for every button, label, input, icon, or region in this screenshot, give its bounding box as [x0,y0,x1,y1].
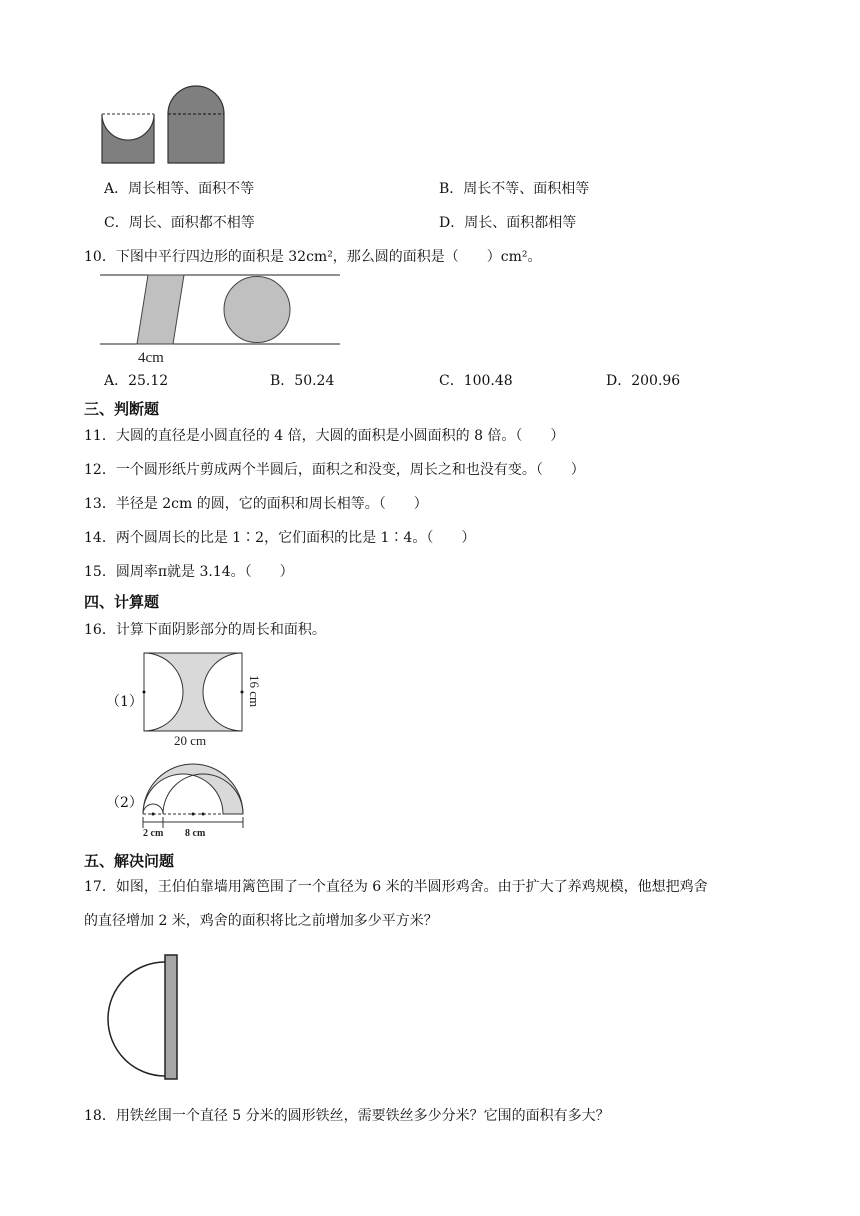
q9-option-b: B．周长不等、面积相等 [439,181,590,197]
q16: 16．计算下面阴影部分的周长和面积。 [84,622,326,638]
fig1-label: （1） [106,694,143,710]
circle-shape [224,277,290,343]
q10-option-d: D．200.96 [606,373,681,389]
q16-figure-1 [140,651,280,751]
wall-shape [165,955,177,1079]
q17-line-2: 的直径增加 2 米，鸡舍的面积将比之前增加多少平方米？ [84,913,438,929]
parallelogram-shape [137,275,184,344]
semicircle-coop-shape [108,962,165,1076]
q10-stem: 10．下图中平行四边形的面积是 32cm²，那么圆的面积是（ ）cm²。 [84,249,542,265]
section4-heading: 四、计算题 [84,593,160,611]
section5-heading: 五、解决问题 [84,852,175,870]
fig2-small-label: 2 cm [143,828,164,839]
q9-option-d: D．周长、面积都相等 [439,215,577,231]
fig2-large-label: 8 cm [185,828,206,839]
q11: 11．大圆的直径是小圆直径的 4 倍，大圆的面积是小圆面积的 8 倍。（ ） [84,428,565,444]
q10-figure [100,270,345,365]
q10-option-b: B．50.24 [270,373,335,389]
q9-option-c: C．周长、面积都不相等 [104,215,255,231]
q9-figure [100,88,230,168]
q13: 13．半径是 2cm 的圆，它的面积和周长相等。（ ） [84,496,428,512]
fig1-width-label: 20 cm [174,733,207,748]
q10-option-a: A．25.12 [104,373,169,389]
section3-heading: 三、判断题 [84,400,160,418]
q17-figure [105,952,185,1082]
fig2-label: （2） [106,795,143,811]
fig1-height-label: 16 cm [247,675,262,708]
q12: 12．一个圆形纸片剪成两个半圆后，面积之和没变，周长之和也没有变。（ ） [84,462,585,478]
q9-dome-shape [168,86,224,163]
q9-option-a: A．周长相等、面积不等 [104,181,255,197]
q16-figure-2 [140,762,250,842]
q10-option-c: C．100.48 [439,373,513,389]
q17-line-1: 17．如图，王伯伯靠墙用篱笆围了一个直径为 6 米的半圆形鸡舍。由于扩大了养鸡规模，他想把鸡舍 [84,879,708,895]
q14: 14．两个圆周长的比是 1∶2，它们面积的比是 1∶4。（ ） [84,530,476,546]
q18: 18．用铁丝围一个直径 5 分米的圆形铁丝，需要铁丝多少分米？它围的面积有多大？ [84,1108,610,1124]
q10-figure-label: 4cm [138,350,164,366]
q15: 15．圆周率π就是 3.14。（ ） [84,564,294,580]
